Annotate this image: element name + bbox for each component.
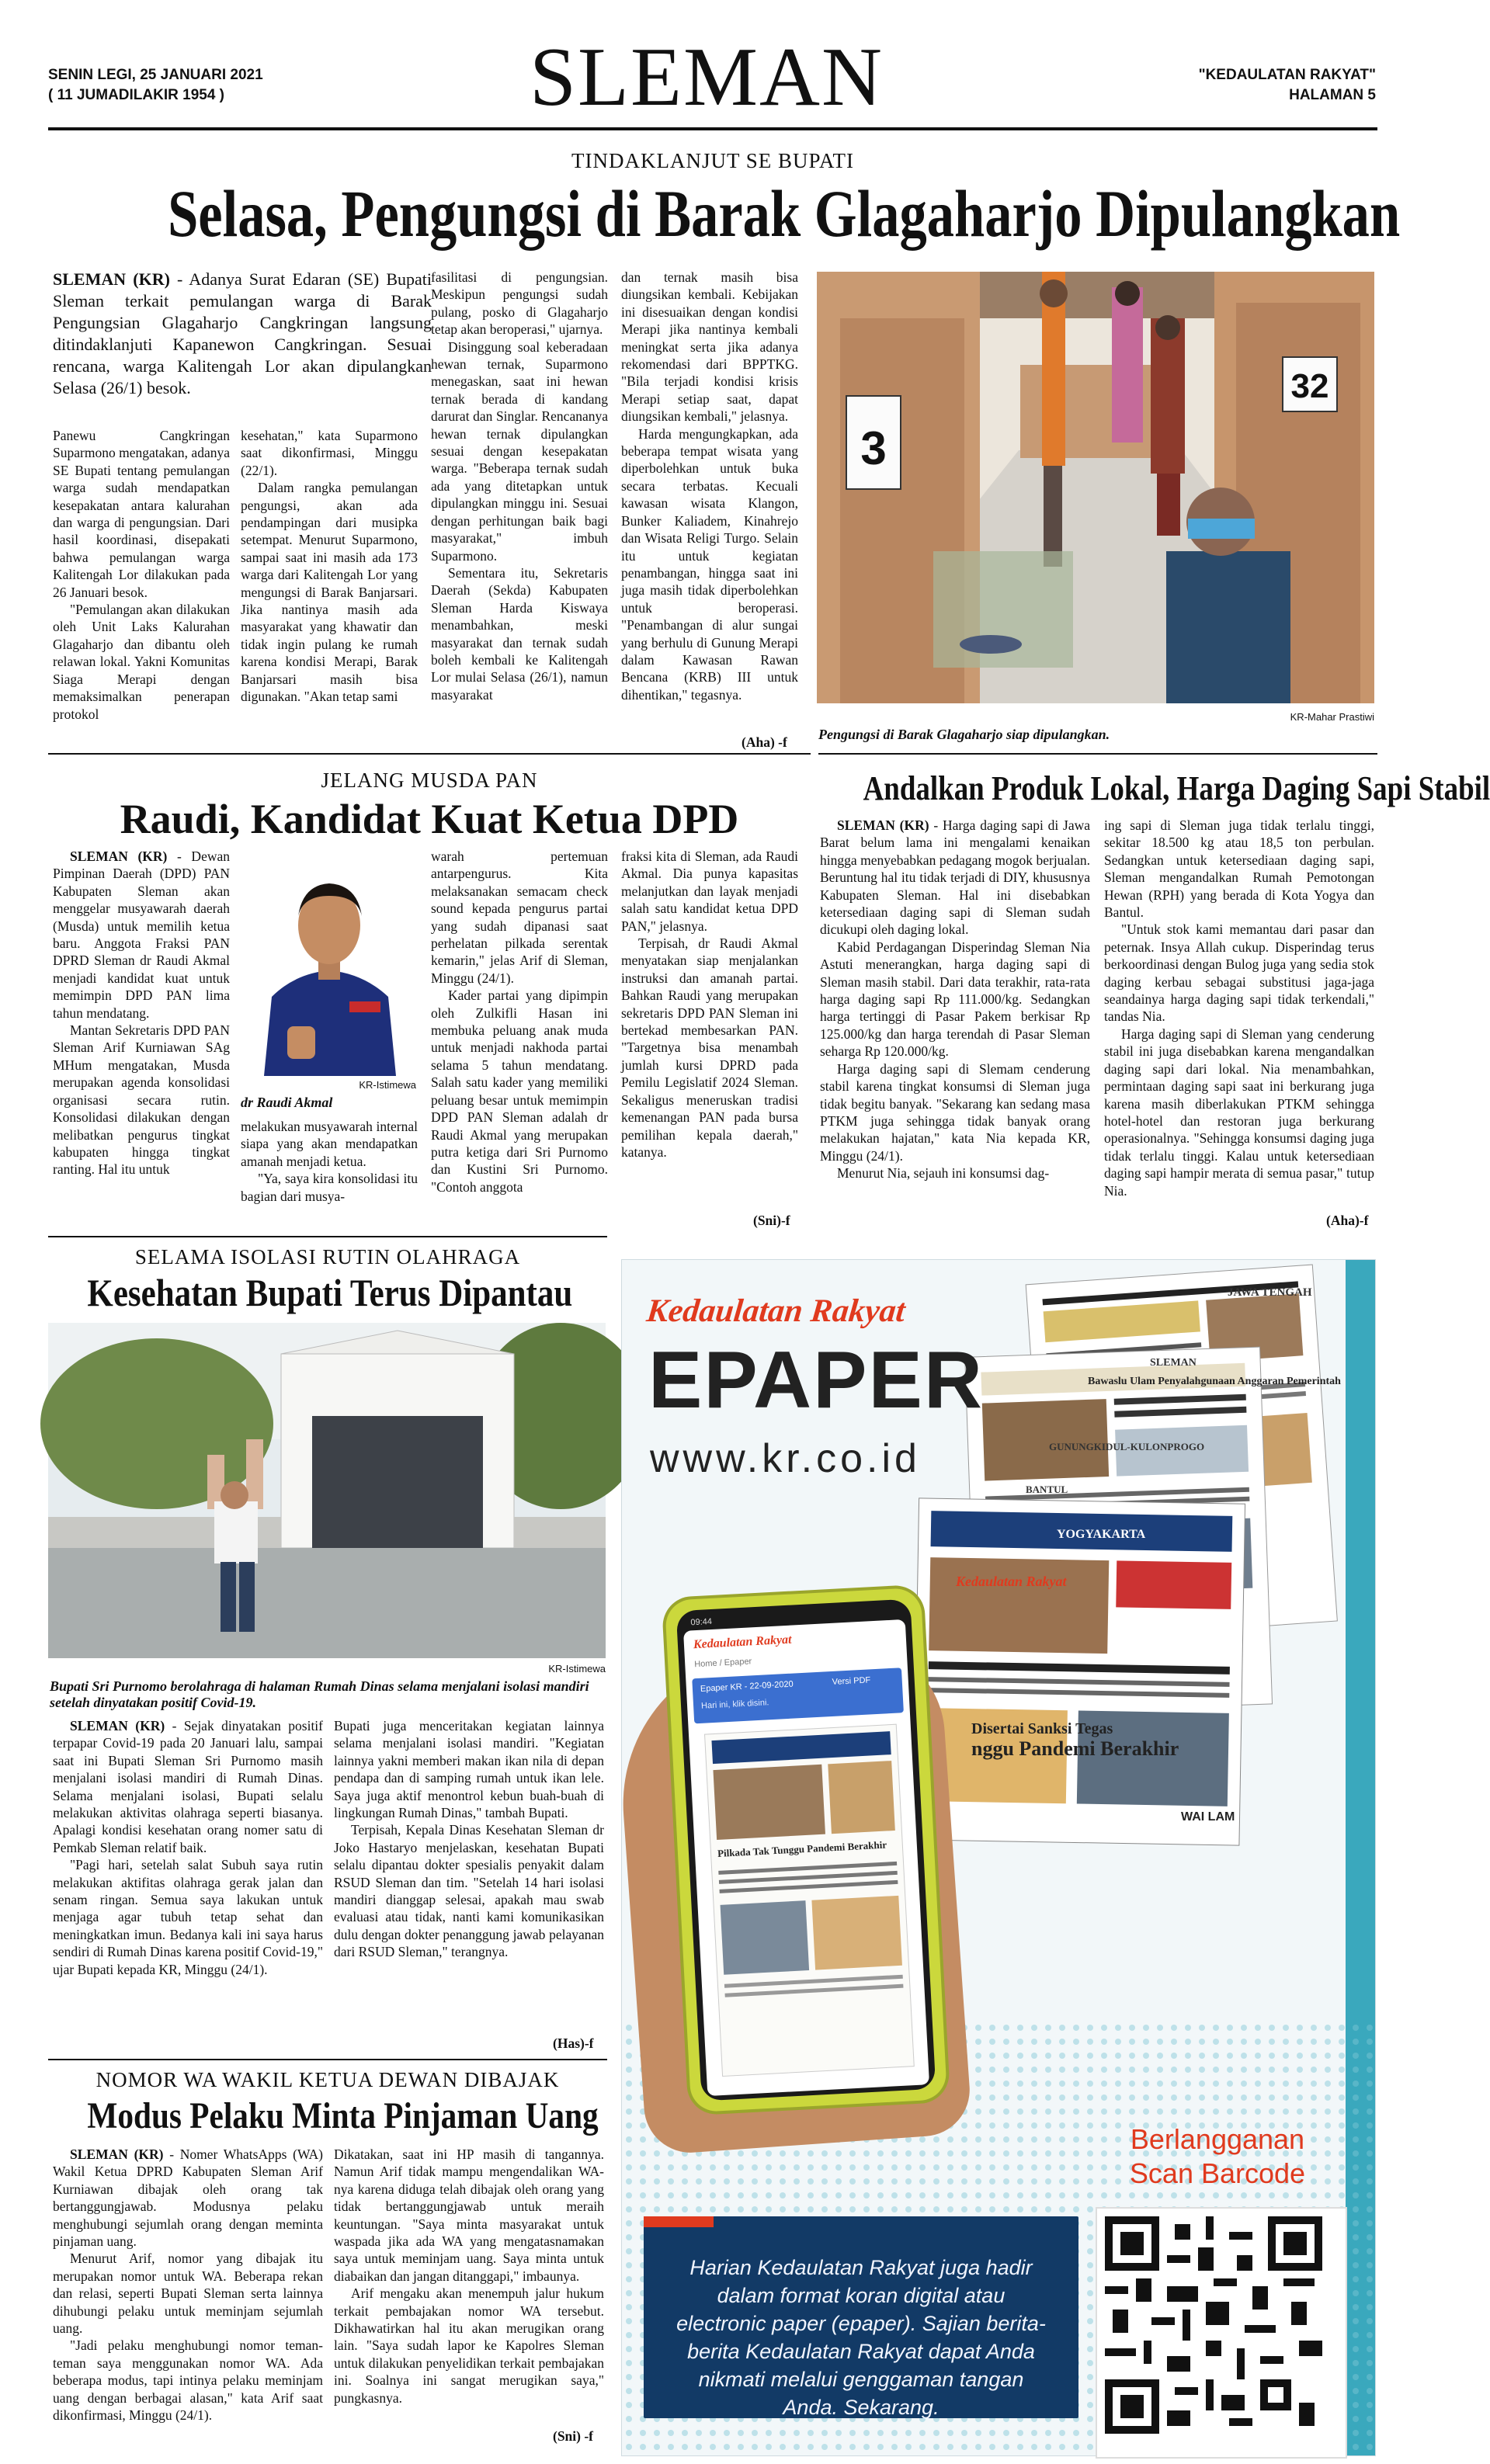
story4-photo-credit: KR-Istimewa xyxy=(548,1663,606,1674)
paragraph: Dikatakan, saat ini HP masih di tangannya. Namun Arif tidak mampu mengendalikan WA-nya karena diduga telah dibajak oleh orang yang tidak bertanggungjawab untuk meraih keuntungan. "Saya minta masyarakat untuk waspada jika ada WA yang mengatasnamakan saya untuk meminjam uang. Saya minta untuk diabaikan dan jangan ditanggapi," imbaunya. xyxy=(334,2146,604,2284)
paragraph: "Pagi hari, setelah salat Subuh saya rutin melakukan aktifitas olahraga gerak jalan dan senam ringan. Semua saya lakukan untuk menjaga agar tubuh tetap sehat dan meningkatkan imun. Bedanya kali ini saya harus sendiri di Rumah Dinas karena positif Covid-19," ujar Bupati kepada KR, Minggu (24/1). xyxy=(53,1857,323,1977)
paragraph: melakukan musyawarah internal siapa yang akan mendapatkan amanah menjadi ketua. xyxy=(241,1119,418,1169)
paragraph: Menurut Arif, nomor yang dibajak itu merupakan nomor untuk WA. Beberapa rekan dan relasi, seperti Bupati Sleman serta lainnya dihubungi pelaku untuk meminjam sejumlah uang. xyxy=(53,2251,323,2337)
date-line: SENIN LEGI, 25 JANUARI 2021 xyxy=(48,67,263,83)
hijri-line: ( 11 JUMADILAKIR 1954 ) xyxy=(48,87,225,103)
story4-photo xyxy=(48,1323,606,1658)
story3-headline: Andalkan Produk Lokal, Harga Daging Sapi Stabil xyxy=(863,769,1490,807)
story5-kicker: NOMOR WA WAKIL KETUA DEWAN DIBAJAK xyxy=(96,2068,560,2091)
barrack-illustration xyxy=(817,272,1374,703)
ad-phone-edition-bar[interactable] xyxy=(692,1668,904,1723)
story1-lead-text: - Adanya Surat Edaran (SE) Bupati Sleman terkait pemulangan warga di Barak Pengungsian Glagaharjo Cangkringan langsung ditindaklanjuti Kapanewon Cangkringan. Sesuai rencana, warga Kalitengah Lor akan dipulangkan Selasa (26/1) besok. xyxy=(53,269,432,397)
story4-kicker: SELAMA ISOLASI RUTIN OLAHRAGA xyxy=(134,1245,521,1268)
dateline: SLEMAN (KR) xyxy=(70,849,168,864)
story2-signoff: (Sni)-f xyxy=(753,1213,790,1228)
ad-phone-app xyxy=(683,1616,929,2096)
ad-subscribe-line2: Scan Barcode xyxy=(1129,2157,1306,2189)
paragraph: "Pemulangan akan dilakukan oleh Unit Laks Kalurahan Glagaharjo dan dibantu oleh relawan lokal. Yakni Komunitas Siaga Merapi dengan memaksimalkan penerapan protokol xyxy=(53,602,230,722)
story4-col1 xyxy=(53,1717,323,1978)
ad-phone-edition: Epaper KR - 22-09-2020 xyxy=(700,1679,794,1694)
ad-title: EPAPER xyxy=(648,1335,984,1425)
ad-phone-status-time: 09:44 xyxy=(690,1616,713,1628)
ad-phone-hint: Hari ini, klik disini. xyxy=(700,1698,769,1711)
ad-paper-bantul: BANTUL xyxy=(1026,1484,1068,1495)
ad-phone-paper-photo1 xyxy=(713,1765,825,1840)
ad-paper-disertai: Disertai Sanksi Tegas xyxy=(971,1720,1113,1737)
paragraph: Mantan Sekretaris DPD PAN Sleman Arif Kurniawan SAg MHum mengatakan, Musda merupakan agenda konsolidasi organisasi secara rutin. Konsolidasi dilakukan dengan melibatkan pengurus tingkat kabupaten hingga tingkat ranting. Hal itu untuk xyxy=(53,1022,230,1178)
paragraph: Disinggung soal keberadaan hewan ternak, Suparmono menegaskan, saat ini hewan ternak berada di kandang darurat dan Singlar. Rencananya hewan ternak dipulangkan sesuai dengan kesepakatan warga. "Beberapa ternak sudah ada yang ditetapkan untuk dipulangkan minggu ini. Sesuai dengan perhitungan baik bagi masyarakat," imbuh Suparmono. xyxy=(431,338,608,564)
paragraph: fasilitasi di pengungsian. Meskipun pengungsi sudah pulang, posko di Glagaharjo tetap akan beroperasi," ujarnya. xyxy=(431,269,608,338)
rule-story2-top xyxy=(48,753,811,755)
paragraph: warah pertemuan antarpengurus. Kita melaksanakan semacam check sound kepada pengurus partai yang sudah dipanasi saat perhelatan pilkada serentak kemarin," jelas Arif di Sleman, Minggu (24/1). xyxy=(431,849,608,986)
story1-caption: Pengungsi di Barak Glagaharjo siap dipulangkan. xyxy=(818,727,1110,742)
story2-photo xyxy=(241,849,418,1076)
paragraph: Harga daging sapi di Slemam cenderung stabil karena tingkat konsumsi di Sleman juga tidak begitu banyak. "Sekarang kan sedang masa PTKM juga sehingga tidak banyak orang melakukan hajatan," kata Nia kepada KR, Minggu (24/1). xyxy=(820,1060,1090,1164)
ad-phone-app-brand: Kedaulatan Rakyat xyxy=(693,1633,792,1652)
ad-paper-yogyakarta: YOGYAKARTA xyxy=(1057,1528,1146,1541)
paragraph: ing sapi di Sleman juga tidak terlalu tinggi, sekitar 18.500 kg atau 18,5 ton perbulan. Sedangkan untuk ketersediaan daging sapi, Sleman mengandalkan Rumah Pemotongan Hewan (RPH) yang berada di Kota Yogya dan Bantul. xyxy=(1104,817,1374,921)
story1-lead-dateline: SLEMAN (KR) xyxy=(53,269,170,289)
paragraph: Bupati juga menceritakan kegiatan lainnya selama menjalani isolasi mandiri. "Kegiatan lainnya yakni memberi makan ikan nila di depan pendapa dan di samping rumah untuk ikan lele. Saya juga aktif menontrol kebun buah-buah di lingkungan Rumah Dinas," tambah Bupati. xyxy=(334,1718,604,1821)
section-title: SLEMAN xyxy=(529,31,884,123)
story2-caption: dr Raudi Akmal xyxy=(241,1095,333,1110)
ad-paper-bawaslu: Bawaslu Ulam Penyalahgunaan Anggaran Pemerintah xyxy=(1088,1376,1341,1387)
ad-paper-brand: Kedaulatan Rakyat xyxy=(956,1574,1067,1589)
ad-phone-paper-photo4 xyxy=(811,1896,902,1970)
paragraph: SLEMAN (KR) - Nomer WhatsApps (WA) Wakil Ketua DPRD Kabupaten Sleman Arif Kurniawan dibajak oleh orang tak bertanggungjawab. Modusnya pelaku menghubungi sejumlah orang dengan meminta pinjaman uang. xyxy=(53,2146,323,2250)
ad-phone-paper-masthead xyxy=(711,1731,891,1764)
story2-col3 xyxy=(431,848,608,1196)
paragraph: "Ya, saya kira konsolidasi itu bagian dari musya- xyxy=(241,1171,418,1204)
ad-promo-text: Harian Kedaulatan Rakyat juga hadir dalam format koran digital atau electronic paper (epaper). Sajian berita-berita Kedaulatan Rakyat dapat Anda nikmati melalui genggaman tangan Anda. Sekarang. xyxy=(676,2256,1046,2419)
ad-phone-version: Versi PDF xyxy=(832,1675,871,1687)
story3-col2 xyxy=(1104,817,1374,1199)
ad-promo-box xyxy=(644,2216,1078,2418)
paragraph: Menurut Nia, sejauh ini konsumsi dag- xyxy=(837,1165,1050,1182)
story3-signoff: (Aha)-f xyxy=(1326,1213,1369,1228)
paragraph: SLEMAN (KR) - Harga daging sapi di Jawa Barat belum lama ini mengalami kenaikan hingga menyebabkan pedagang mogok berjualan. Beruntung hal itu tidak terjadi di DIY, khususnya Kabupaten Sleman. Hal ini disebabkan ketersediaan daging sapi di Sleman sudah dicukupi oleh daging lokal. xyxy=(820,817,1090,938)
ad-promo-accent xyxy=(644,2216,714,2227)
ad-phone xyxy=(665,1588,947,2112)
rule-story3-top xyxy=(818,753,1377,755)
story1-signoff: (Aha) -f xyxy=(742,734,787,750)
barrack-number-3: 3 xyxy=(860,422,887,474)
ad-phone-breadcrumb: Home / Epaper xyxy=(693,1657,752,1670)
paragraph: "Untuk stok kami memantau dari pasar dan peternak. Insya Allah cukup. Disperindag terus berkoordinasi dengan Bulog juga yang sedia stok daging kerbau sebagai substitusi jaga-jaga seandainya harga daging sapi tidak terkendali," tandas Nia. xyxy=(1104,921,1374,1025)
story2-col1 xyxy=(53,848,230,1178)
story5-col2 xyxy=(334,2146,604,2407)
ad-url: www.kr.co.id xyxy=(650,1436,921,1481)
story4-col2 xyxy=(334,1717,604,1961)
ad-phone-paper-headline: Pilkada Tak Tunggu Pandemi Berakhir xyxy=(717,1838,887,1859)
story4-caption: Bupati Sri Purnomo berolahraga di halaman Rumah Dinas selama menjalani isolasi mandiri setelah dinyatakan positif Covid-19. xyxy=(50,1678,589,1710)
dateline: SLEMAN (KR) xyxy=(70,2146,164,2162)
paragraph: "Jadi pelaku menghubungi nomor teman-teman saya menggunakan nomor WA. Ada beberapa modus, tapi intinya pelaku meminjam uang dengan berbagai alasan," kata Arif saat dikonfirmasi, Minggu (24/1). xyxy=(53,2337,323,2424)
ad-brand: Kedaulatan Rakyat xyxy=(644,1293,907,1329)
story4-signoff: (Has)-f xyxy=(553,2035,594,2051)
story2-col2 xyxy=(241,1118,418,1205)
paragraph: Harga daging sapi di Sleman yang cenderung stabil ini juga disebabkan karena mengandalkan daging sapi dari lokal. Nia menambahkan, permintaan daging sapi saat ini berkurang juga karena masih diberlakukan PTKM sehingga hotel-hotel dan restoran juga berkurang operasionalnya. "Sehingga konsumsi daging juga tidak terlalu tinggi. Kalau untuk ketersediaan daging sapi hampir merata di semua pasar," tutup Nia. xyxy=(1104,1026,1374,1199)
ad-paper-jawatengah: JAWA TENGAH xyxy=(1228,1286,1312,1299)
paragraph: Kader partai yang dipimpin oleh Zulkifli Hasan ini membuka peluang anak muda untuk menjadi nakhoda partai selama 5 tahun mendatang. Salah satu kader yang memiliki peluang besar untuk memimpin DPD PAN Sleman adalah dr Raudi Akmal yang merupakan putra ketiga dari Sri Purnomo dan Kustini Sri Purnomo. "Contoh anggota xyxy=(431,987,608,1195)
story1-lead xyxy=(53,269,432,399)
paper-name: "KEDAULATAN RAKYAT" xyxy=(1198,67,1376,83)
ad-paper-sleman: SLEMAN xyxy=(1150,1357,1197,1369)
paragraph: Terpisah, dr Raudi Akmal menyatakan siap menjalankan instruksi dan amanah partai. Bahkan Raudi yang merupakan sekretaris DPD PAN Sleman ini bertekad membesarkan PAN. "Targetnya bisa menambah jumlah kursi DPRD pada Pemilu Legislatif 2024 Sleman. Sekaligus meneruskan tradisi kemenangan PAN pada bursa pemilihan kepala daerah," katanya. xyxy=(621,935,798,1160)
ad-phone-paper xyxy=(704,1724,915,2077)
ad-qr-code[interactable] xyxy=(1097,2209,1346,2457)
story1-col4 xyxy=(621,269,798,703)
paragraph: kesehatan," kata Suparmono saat dikonfirmasi, Minggu (22/1). xyxy=(241,428,418,478)
masthead-rule xyxy=(48,127,1377,130)
rule-story4-top xyxy=(48,1236,607,1237)
portrait-illustration xyxy=(241,849,418,1076)
rule-story5-top xyxy=(48,2059,607,2060)
story1-col3 xyxy=(431,269,608,703)
qr-code-icon xyxy=(1105,2216,1322,2434)
story5-headline: Modus Pelaku Minta Pinjaman Uang xyxy=(87,2095,599,2136)
ad-phone-paper-photo2 xyxy=(828,1761,895,1834)
paragraph: Harda mengungkapkan, ada beberapa tempat wisata yang diperbolehkan untuk buka secara terbatas. Kecuali kawasan wisata Klangon, Bunker Kaliadem, Kinahrejo dan Wisata Religi Turgo. Selain itu untuk kegiatan penambangan, hingga saat ini juga masih tidak diperbolehkan untuk beroperasi. "Penambangan di alur sungai yang berhulu di Gunung Merapi dalam Kawasan Rawan Bencana (KRB) III untuk dihentikan," tegasnya. xyxy=(621,425,798,703)
story5-col1 xyxy=(53,2146,323,2424)
ad-paper-wailam: WAI LAM xyxy=(1181,1810,1235,1824)
ad-phone-paper-photo3 xyxy=(721,1900,810,1975)
story2-photo-credit: KR-Istimewa xyxy=(359,1079,416,1091)
paragraph: Terpisah, Kepala Dinas Kesehatan Sleman dr Joko Hastaryo menjelaskan, kesehatan Bupati selalu dipantau dokter spesialis penyakit dalam RSUD Sleman dan tim. "Setelah 14 hari isolasi mandiri dianggap selesai, apakah mau swab evaluasi atau tidak, nanti kami komunikasikan dulu dengan dokter penanggung jawab pelayanan dari RSUD Sleman," terangnya. xyxy=(334,1822,604,1960)
dateline: SLEMAN (KR) xyxy=(837,817,929,833)
paragraph: Arif mengaku akan menempuh jalur hukum terkait pembajakan nomor WA tersebut. Dikhawatirkan hal itu akan merugikan orang lain. "Saya sudah lapor ke Kapolres Sleman untuk dilakukan penyelidikan terkait pembajakan ini. Soalnya ini sangat merugikan saya," pungkasnya. xyxy=(334,2285,604,2406)
paragraph: Kabid Perdagangan Disperindag Sleman Nia Astuti menerangkan, harga daging sapi di Sleman masih stabil. Dari data terakhir, rata-rata harga daging sapi Rp 111.000/kg. Sedangkan harga tertinggi di Pasar Pakem berkisar Rp 125.000/kg dan harga terendah di Pasar Sleman seharga Rp 120.000/kg. xyxy=(820,939,1090,1060)
story4-headline: Kesehatan Bupati Terus Dipantau xyxy=(87,1271,573,1314)
story2-headline: Raudi, Kandidat Kuat Ketua DPD xyxy=(120,796,739,842)
story3-col1 xyxy=(820,817,1090,1182)
paragraph: fraksi kita di Sleman, ada Raudi Akmal. Dia punya kapasitas melanjutkan dan layak menjadi salah satu kandidat ketua DPD PAN," jelasnya. xyxy=(621,849,798,934)
page-label: HALAMAN 5 xyxy=(1289,87,1376,103)
dateline: SLEMAN (KR) xyxy=(70,1718,165,1733)
story5-signoff: (Sni) -f xyxy=(553,2428,594,2444)
epaper-ad xyxy=(621,1259,1376,2456)
paragraph: Panewu Cangkringan Suparmono mengatakan, adanya SE Bupati tentang pemulangan warga sudah mendapatkan kesepakatan antara kalurahan dan warga di pengungsian. Dari hasil koordinasi, disepakati bahwa pemulangan warga Kalitengah Lor dilakukan pada 26 Januari besok. xyxy=(53,428,230,600)
exercise-illustration xyxy=(48,1323,606,1658)
story1-photo xyxy=(817,272,1374,703)
ad-paper-nggu: nggu Pandemi Berakhir xyxy=(971,1737,1179,1760)
paragraph: SLEMAN (KR) - Sejak dinyatakan positif terpapar Covid-19 pada 20 Januari lalu, sampai saat ini Bupati Sleman Sri Purnomo masih menjalani isolasi mandiri di Rumah Dinas. Selama menjalani isolasi, Bupati selalu melakukan aktivitas olahraga seperti biasanya. Apalagi kondisi kesehatan orang nomer satu di Pemkab Sleman relatif baik. xyxy=(53,1718,323,1855)
ad-subscribe-line1: Berlangganan xyxy=(1130,2123,1305,2155)
paragraph: Sementara itu, Sekretaris Daerah (Sekda) Kabupaten Sleman Harda Kiswaya menambahkan, meski masyarakat dan ternak sudah boleh kembali ke Kalitengah Lor mulai Selasa (26/1), namun masyarakat xyxy=(431,564,608,703)
story1-headline: Selasa, Pengungsi di Barak Glagaharjo Dipulangkan xyxy=(168,176,1401,251)
paragraph: Dalam rangka pemulangan pengungsi, akan ada pendampingan dari musipka setempat. Menurut Suparmono, sampai saat ini masih ada 173 warga dari Kalitengah Lor yang mengungsi di Barak Banjarsari. Jika nantinya masih ada masyarakat yang khawatir dan tidak ingin pulang ke rumah karena kondisi Merapi, Barak Banjarsari masih bisa digunakan. "Akan tetap sami xyxy=(241,480,418,705)
story1-photo-credit: KR-Mahar Prastiwi xyxy=(1290,711,1374,723)
story1-kicker: TINDAKLANJUT SE BUPATI xyxy=(571,149,855,172)
paragraph: SLEMAN (KR) - Dewan Pimpinan Daerah (DPD) PAN Kabupaten Sleman akan menggelar musyawarah daerah (Musda) untuk memilih ketua baru. Anggota Fraksi PAN DPRD Sleman dr Raudi Akmal menjadi kandidat kuat untuk memimpin DPD PAN lima tahun mendatang. xyxy=(53,849,230,1021)
story2-kicker: JELANG MUSDA PAN xyxy=(321,769,538,792)
barrack-number-32: 32 xyxy=(1290,367,1329,405)
paragraph: dan ternak masih bisa diungsikan kembali. Kebijakan ini disesuaikan dengan kondisi Merapi jika nantinya kembali meningkat serta jika adanya rekomendasi dari BPPTKG. "Bila terjadi kondisi krisis Merapi setiap saat, dapat diungsikan kembali," jelasnya. xyxy=(621,269,798,425)
ad-paper-gunungkidul: GUNUNGKIDUL-KULONPROGO xyxy=(1049,1441,1205,1452)
story1-col2 xyxy=(241,427,418,706)
story1-col1 xyxy=(53,427,230,723)
story2-col4 xyxy=(621,848,798,1161)
ad-phone-screen xyxy=(676,1599,936,2101)
